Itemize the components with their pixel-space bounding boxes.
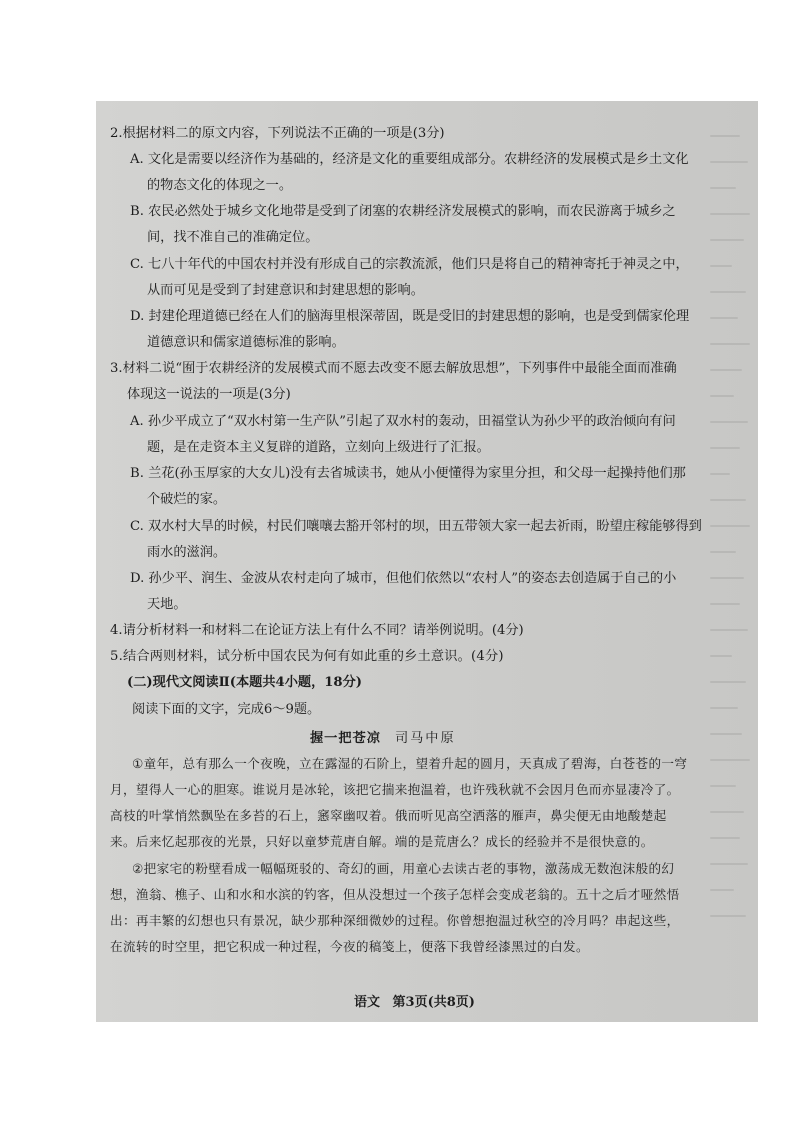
page-footer [354,991,475,1010]
q3-option-d-line2: 天地。 [147,597,187,612]
bleed-through-stroke [710,889,734,891]
q2-option-a-line2: 的物态文化的体现之一。 [147,178,293,193]
bleed-through-stroke [710,811,744,813]
bleed-through-stroke [710,655,732,657]
q2-option-a-line1: A. 文化是需要以经济作为基础的，经济是文化的重要组成部分。农耕经济的发展模式是乡土文化 [130,152,689,167]
footer-page-number: 第3页(共8页) [392,995,475,1010]
bleed-through-stroke [710,265,732,267]
q3-option-c-line2: 雨水的滋润。 [147,545,227,560]
q3-option-a-line1: A. 孙少平成立了“双水村第一生产队”引起了双水村的轰动，田福堂认为孙少平的政治倾向有问 [130,414,676,429]
bleed-through-stroke [710,187,736,189]
bleed-through-stroke [710,135,740,137]
q2-option-c-line1: C. 七八十年代的中国农村并没有形成自己的宗教流派，他们只是将自己的精神寄托于神灵之中， [130,257,689,272]
bleed-through-stroke [710,603,740,605]
bleed-through-stroke [710,473,730,475]
bleed-through-stroke [710,525,750,527]
q3-option-b-line2: 个破烂的家。 [147,492,227,507]
bleed-through-stroke [710,291,746,293]
q2-option-d-line2: 道德意识和儒家道德标准的影响。 [147,335,345,350]
section-instruction: 阅读下面的文字，完成6～9题。 [132,702,321,717]
essay-p2-line3: 出：再丰繁的幻想也只有景况，缺少那种深细微妙的过程。你曾想抱温过秋空的冷月吗？串起这些， [110,913,680,928]
bleed-through-stroke [710,421,748,423]
essay-p2-line1: ②把家宅的粉壁看成一幅幅斑驳的、奇幻的画，用童心去读古老的事物，激荡成无数泡沫般的幻 [132,861,675,876]
q2-option-c-line2: 从而可见是受到了封建意识和封建思想的影响。 [147,283,424,298]
bleed-through-stroke [710,447,740,449]
bleed-through-stroke [710,213,750,215]
q3-option-c-line1: C. 双水村大旱的时候，村民们嚷嚷去豁开邻村的坝，田五带领大家一起去祈雨，盼望庄稼能够得到 [130,519,702,534]
bleed-through-stroke [710,343,750,345]
essay-p1-line3: 高枝的叶掌悄然飘坠在多苔的石上，窸窣幽叹着。俄而听见高空洒落的雁声，鼻尖便无由地酸楚起 [110,808,667,823]
q3-stem-line1: 3.材料二说“囿于农耕经济的发展模式而不愿去改变不愿去解放思想”，下列事件中最能全面而准确 [110,361,677,376]
footer-subject: 语文 [354,995,381,1010]
section-heading: (二)现代文阅读Ⅱ(本题共4小题，18分) [127,675,363,690]
bleed-through-stroke [710,317,738,319]
bleed-through-stroke [710,785,736,787]
q5-text: 5.结合两则材料，试分析中国农民为何有如此重的乡土意识。(4分) [110,649,504,664]
bleed-through-stroke [710,733,742,735]
q3-option-a-line2: 题，是在走资本主义复辟的道路，立刻向上级进行了汇报。 [147,440,490,455]
exam-page [96,101,758,1022]
q4-text: 4.请分析材料一和材料二在论证方法上有什么不同？请举例说明。(4分) [110,623,524,638]
q2-stem: 2.根据材料二的原文内容，下列说法不正确的一项是(3分) [110,126,445,141]
bleed-through-stroke [710,863,748,865]
bleed-through-stroke [710,577,744,579]
essay-p2-line2: 想，渔翁、樵子、山和水和水滨的钓客，但从没想过一个孩子怎样会变成老翁的。五十之后才哑然悟 [110,887,680,902]
essay-title-text: 握一把苍凉 [310,731,381,746]
bleed-through-stroke [710,915,746,917]
q2-option-d-line1: D. 封建伦理道德已经在人们的脑海里根深蒂固，既是受旧的封建思想的影响，也是受到儒家伦理 [130,309,690,324]
bleed-through-stroke [710,369,742,371]
bleed-through-stroke [710,629,748,631]
q3-option-b-line1: B. 兰花(孙玉厚家的大女儿)没有去省城读书，她从小便懂得为家里分担，和父母一起操持他们那 [130,466,686,481]
bleed-through-stroke [710,161,748,163]
essay-p1-line1: ①童年，总有那么一个夜晚，立在露湿的石阶上，望着升起的圆月，天真成了碧海，白苍苍的一穹 [132,756,688,771]
bleed-through-stroke [710,707,738,709]
bleed-through-stroke [710,837,740,839]
q3-stem-line2: 体现这一说法的一项是(3分) [127,387,291,402]
bleed-through-column [706,101,758,1022]
bleed-through-stroke [710,239,744,241]
bleed-through-stroke [710,499,746,501]
q2-option-b-line2: 间，找不准自己的准确定位。 [147,230,319,245]
essay-title [310,730,456,748]
q3-option-d-line1: D. 孙少平、润生、金波从农村走向了城市，但他们依然以“农村人”的姿态去创造属于自己的小 [130,571,677,586]
bleed-through-stroke [710,551,736,553]
essay-author: 司马中原 [394,731,456,746]
bleed-through-stroke [710,759,750,761]
essay-p1-line4: 来。后来忆起那夜的光景，只好以童梦荒唐自解。端的是荒唐么？成长的经验并不是很快意的。 [110,834,654,849]
essay-p2-line4: 在流转的时空里，把它积成一种过程，今夜的稿笺上，便落下我曾经漆黑过的白发。 [110,939,589,954]
bleed-through-stroke [710,395,734,397]
essay-p1-line2: 月，望得人一心的胆寒。谁说月是冰轮，该把它揣来抱温着，也许残秋就不会因月色而亦显凄冷了。 [110,782,680,797]
bleed-through-stroke [710,681,746,683]
q2-option-b-line1: B. 农民必然处于城乡文化地带是受到了闭塞的农耕经济发展模式的影响，而农民游离于城乡之 [130,204,676,219]
